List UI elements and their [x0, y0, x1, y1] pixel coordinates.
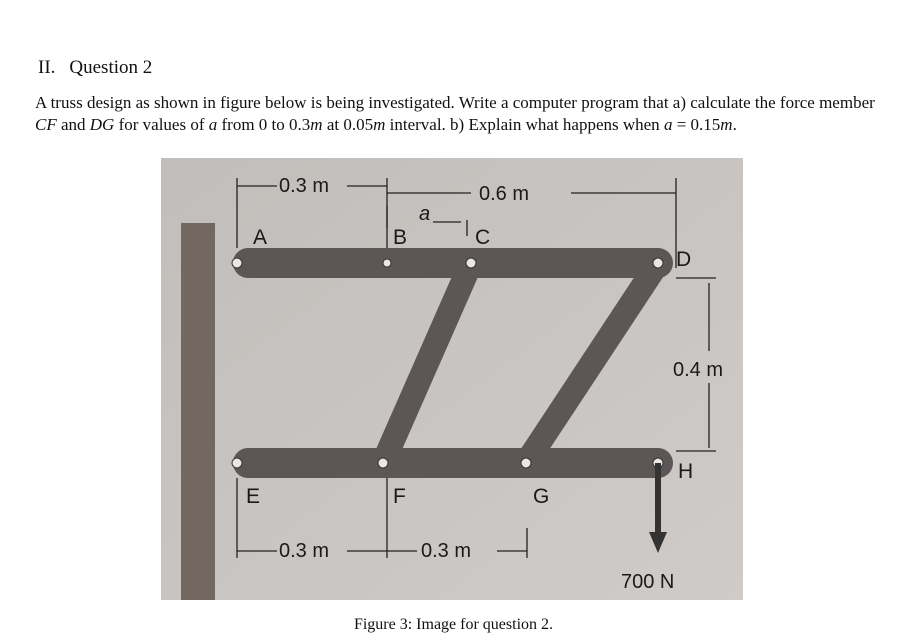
label-F: F: [393, 485, 406, 508]
joint-G: [521, 458, 531, 468]
member-EH: [233, 448, 673, 478]
joint-F: [378, 458, 388, 468]
math-symbol: DG: [89, 115, 115, 134]
member-AD: [233, 248, 673, 278]
label-G: G: [533, 485, 550, 508]
question-number: II.: [38, 57, 56, 78]
figure-caption: Figure 3: Image for question 2.: [353, 616, 554, 633]
text-segment: and: [56, 115, 90, 134]
math-symbol: CF: [35, 115, 57, 134]
truss-figure: [161, 158, 743, 600]
label-H: H: [678, 460, 694, 483]
text-segment: = 0.15: [672, 115, 721, 134]
math-symbol: a: [208, 115, 218, 134]
label-B: B: [393, 226, 408, 249]
dim-bottom-left: 0.3 m: [279, 540, 330, 562]
load-label: 700 N: [621, 571, 675, 593]
dim-a: a: [419, 203, 431, 225]
label-E: E: [246, 485, 261, 508]
question-text: [35, 92, 875, 136]
joint-B: [383, 259, 391, 267]
joint-D: [653, 258, 663, 268]
math-symbol: m: [720, 115, 733, 134]
dim-height: 0.4 m: [673, 359, 724, 381]
question-title: Question 2: [69, 57, 153, 78]
label-C: C: [475, 226, 491, 249]
math-symbol: m: [310, 115, 323, 134]
text-segment: for values of: [114, 115, 209, 134]
label-D: D: [676, 248, 692, 271]
text-segment: at 0.05: [322, 115, 374, 134]
joint-E: [232, 458, 242, 468]
joint-C: [466, 258, 476, 268]
dim-bottom-right: 0.3 m: [421, 540, 472, 562]
math-symbol: m: [373, 115, 386, 134]
text-segment: A truss design as shown in figure below is being investigated. Write a computer program that a) calculate the force member: [35, 93, 875, 112]
dim-top-right: 0.6 m: [479, 183, 530, 205]
math-symbol: a: [663, 115, 673, 134]
dim-top-left: 0.3 m: [279, 175, 330, 197]
joint-A: [232, 258, 242, 268]
label-A: A: [253, 226, 268, 249]
text-segment: from 0 to 0.3: [217, 115, 311, 134]
question-heading: [38, 57, 152, 79]
text-segment: interval. b) Explain what happens when: [385, 115, 664, 134]
text-segment: .: [732, 115, 737, 134]
